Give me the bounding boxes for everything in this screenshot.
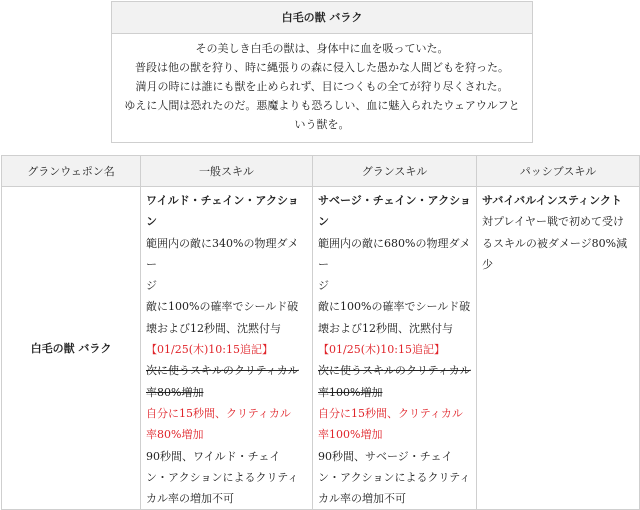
weapon-lore-box	[111, 1, 533, 143]
gran-skill-note: ン・アクションによるクリティ	[318, 470, 471, 484]
normal-skill-new-text: 率80%増加	[146, 428, 204, 442]
lore-title: 白毛の獣 バラク	[112, 2, 532, 34]
gran-skill-effect: ジ	[318, 279, 329, 293]
gran-skill-new-text: 率100%増加	[318, 428, 383, 442]
normal-skill-cell	[141, 187, 313, 510]
normal-skill-struck-text: 率80%増加	[146, 385, 204, 399]
gran-weapon-table	[1, 155, 640, 510]
gran-skill-new-text: 自分に15秒間、クリティカル	[318, 406, 463, 420]
passive-skill-cell	[477, 187, 640, 510]
lore-line: 普段は他の獣を狩り、時に縄張りの森に侵入した愚かな人間どもを狩った。	[135, 61, 509, 74]
normal-skill-note: ン・アクションによるクリティ	[146, 470, 299, 484]
normal-skill-effect: ジ	[146, 279, 157, 293]
normal-skill-update-tag: 【01/25(木)10:15追記】	[146, 343, 273, 357]
normal-skill-effect: 範囲内の敵に340%の物理ダメー	[146, 236, 299, 271]
header-passive-skill: パッシブスキル	[477, 156, 640, 187]
gran-skill-cell	[313, 187, 477, 510]
normal-skill-note: カル率の増加不可	[146, 492, 234, 506]
lore-text	[112, 34, 532, 134]
gran-skill-name: ン	[318, 215, 329, 229]
gran-skill-update-tag: 【01/25(木)10:15追記】	[318, 343, 445, 357]
header-normal-skill: 一般スキル	[141, 156, 313, 187]
normal-skill-new-text: 自分に15秒間、クリティカル	[146, 406, 291, 420]
gran-skill-effect: 壊および12秒間、沈黙付与	[318, 321, 453, 335]
passive-skill-effect: 対プレイヤー戦で初めて受け	[482, 215, 625, 229]
lore-line: いう獣を。	[294, 118, 350, 131]
passive-skill-effect: るスキルの被ダメージ80%減	[482, 236, 628, 250]
normal-skill-effect: 敵に100%の確率でシールド破	[146, 300, 299, 314]
normal-skill-name: ン	[146, 215, 157, 229]
gran-skill-struck-text: 率100%増加	[318, 385, 383, 399]
header-gran-skill: グランスキル	[313, 156, 477, 187]
passive-skill-name: サバイバルインスティンクト	[482, 194, 622, 207]
normal-skill-struck-text: 次に使うスキルのクリティカル	[146, 364, 299, 378]
weapon-name-cell: 白毛の獣 バラク	[2, 187, 141, 510]
header-weapon-name: グランウェポン名	[2, 156, 141, 187]
gran-skill-struck-text: 次に使うスキルのクリティカル	[318, 364, 471, 378]
lore-line: 満月の時には誰にも獣を止められず、目につくもの全てが狩り尽くされた。	[135, 80, 509, 93]
normal-skill-name: ワイルド・チェイン・アクショ	[146, 194, 299, 207]
table-row	[2, 187, 640, 510]
gran-skill-effect: 敵に100%の確率でシールド破	[318, 300, 471, 314]
gran-skill-note: カル率の増加不可	[318, 492, 406, 506]
normal-skill-note: 90秒間、ワイルド・チェイ	[146, 449, 281, 463]
gran-skill-effect: 範囲内の敵に680%の物理ダメー	[318, 236, 471, 271]
table-header-row	[2, 156, 640, 187]
gran-skill-name: サベージ・チェイン・アクショ	[318, 194, 471, 207]
lore-line: その美しき白毛の獣は、身体中に血を吸っていた。	[195, 42, 449, 55]
passive-skill-effect: 少	[482, 257, 493, 271]
normal-skill-effect: 壊および12秒間、沈黙付与	[146, 321, 281, 335]
lore-line: ゆえに人間は恐れたのだ。悪魔よりも恐ろしい、血に魅入られたウェアウルフと	[124, 99, 520, 112]
gran-skill-note: 90秒間、サベージ・チェイ	[318, 449, 453, 463]
